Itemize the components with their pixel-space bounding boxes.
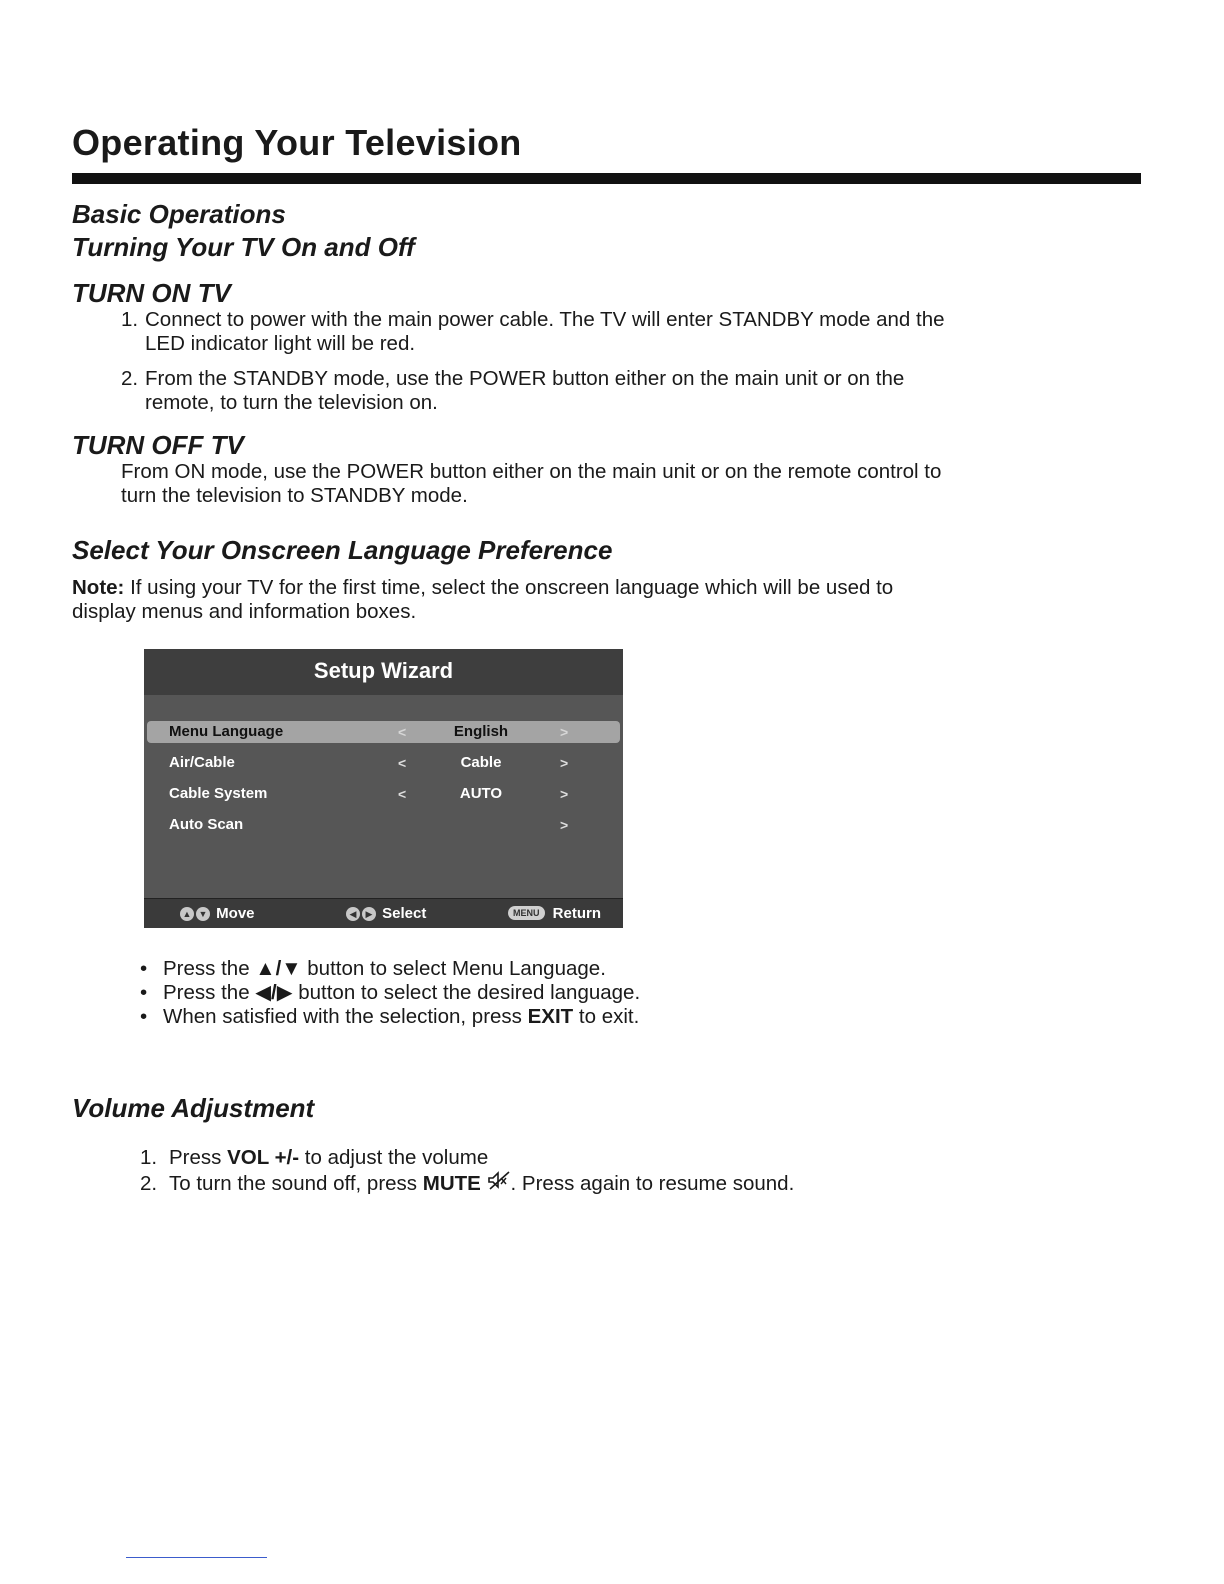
row-label: Auto Scan — [169, 816, 244, 833]
right-arrow-icon[interactable]: > — [560, 755, 569, 771]
volume-step-2 — [140, 1170, 794, 1198]
wizard-title: Setup Wizard — [144, 649, 623, 695]
basic-operations-heading: Basic Operations — [72, 199, 286, 229]
bullet-text: button to select the desired language. — [292, 981, 641, 1004]
left-right-arrows-icon: ◀/▶ — [255, 981, 293, 1004]
step-number: 1. — [121, 308, 139, 331]
language-instructions — [140, 957, 640, 1029]
bullet-text: When satisfied with the selection, press — [163, 1005, 528, 1028]
up-down-arrows-icon: ▲/▼ — [255, 957, 302, 980]
footer-move — [180, 905, 255, 923]
bullet-text: Press the — [163, 981, 256, 1004]
language-note — [72, 576, 893, 624]
turn-off-heading: TURN OFF TV — [72, 430, 244, 460]
footer-return-label: Return — [552, 905, 602, 922]
footer-select-label: Select — [382, 905, 427, 922]
bullet-text: Press the — [163, 957, 256, 980]
step-text: From the STANDBY mode, use the POWER button either on the main unit or on the — [145, 367, 905, 390]
language-heading: Select Your Onscreen Language Preference — [72, 535, 613, 565]
step-number: 2. — [140, 1172, 158, 1195]
wizard-row-air-cable[interactable] — [147, 752, 620, 774]
down-arrow-icon: ▼ — [196, 907, 210, 921]
step-number: 1. — [140, 1146, 158, 1169]
bullet-item — [140, 981, 640, 1005]
row-label: Air/Cable — [169, 754, 235, 771]
note-text-cont: display menus and information boxes. — [72, 600, 417, 623]
turn-on-step-2 — [121, 367, 904, 415]
wizard-row-auto-scan[interactable] — [147, 814, 620, 836]
up-arrow-icon: ▲ — [180, 907, 194, 921]
step-text-cont: LED indicator light will be red. — [145, 332, 416, 355]
title-rule — [72, 173, 1141, 184]
note-label: Note: — [72, 576, 125, 599]
bullet-item — [140, 1005, 640, 1029]
exit-key-label: EXIT — [527, 1005, 574, 1028]
volume-step-1 — [140, 1146, 794, 1170]
left-arrow-icon[interactable]: < — [398, 755, 407, 771]
bullet-text: button to select Menu Language. — [301, 957, 606, 980]
row-value: Cable — [460, 754, 502, 771]
row-label: Menu Language — [169, 723, 284, 740]
turn-on-step-1 — [121, 308, 945, 356]
footer-select — [346, 905, 426, 923]
step-text: To turn the sound off, press — [169, 1172, 423, 1195]
footer-move-label: Move — [216, 905, 255, 922]
mute-speaker-icon — [487, 1170, 511, 1198]
step-text: Connect to power with the main power cable. The TV will enter STANDBY mode and the — [145, 308, 945, 331]
left-arrow-icon: ◀ — [346, 907, 360, 921]
turn-off-line-2: turn the television to STANDBY mode. — [121, 484, 468, 507]
footer-link-underline — [126, 1557, 267, 1558]
turning-heading: Turning Your TV On and Off — [72, 232, 415, 262]
wizard-footer — [144, 898, 623, 928]
left-arrow-icon[interactable]: < — [398, 786, 407, 802]
menu-key-icon: MENU — [508, 906, 545, 920]
right-arrow-icon[interactable]: > — [560, 817, 569, 833]
turn-off-line-1: From ON mode, use the POWER button either on the main unit or on the remote control to — [121, 460, 942, 483]
volume-steps — [140, 1146, 794, 1198]
turn-off-text — [121, 460, 941, 508]
note-text: If using your TV for the first time, select the onscreen language which will be used to — [124, 576, 894, 599]
vol-key-label: VOL +/- — [227, 1146, 300, 1169]
right-arrow-icon[interactable]: > — [560, 724, 569, 740]
step-text: Press — [169, 1146, 228, 1169]
row-value: AUTO — [459, 785, 503, 802]
bullet-item — [140, 957, 640, 981]
step-text: . Press again to resume sound. — [510, 1172, 795, 1195]
step-text-cont: remote, to turn the television on. — [145, 391, 438, 414]
mute-key-label: MUTE — [422, 1172, 481, 1195]
page-title: Operating Your Television — [72, 122, 522, 163]
row-label: Cable System — [169, 785, 268, 802]
row-value: English — [453, 723, 509, 740]
bullet-text: to exit. — [573, 1005, 640, 1028]
setup-wizard-panel — [144, 649, 623, 928]
right-arrow-icon[interactable]: > — [560, 786, 569, 802]
volume-heading: Volume Adjustment — [72, 1093, 315, 1123]
left-arrow-icon[interactable]: < — [398, 724, 407, 740]
wizard-row-menu-language[interactable] — [147, 721, 620, 743]
right-arrow-icon: ▶ — [362, 907, 376, 921]
footer-return — [508, 905, 601, 923]
turn-on-heading: TURN ON TV — [72, 278, 231, 308]
wizard-row-cable-system[interactable] — [147, 783, 620, 805]
step-text: to adjust the volume — [299, 1146, 489, 1169]
step-number: 2. — [121, 367, 139, 390]
